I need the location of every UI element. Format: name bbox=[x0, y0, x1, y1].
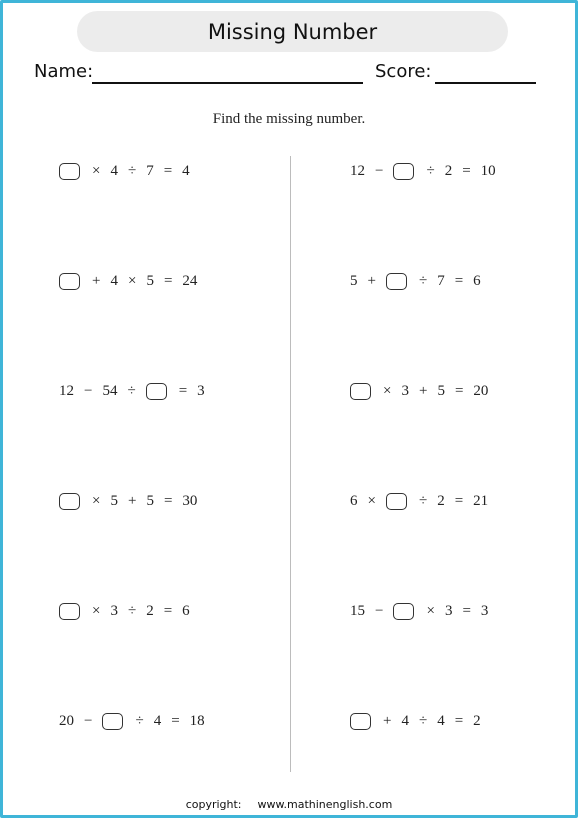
operator: × bbox=[92, 492, 101, 509]
problem-right-6 bbox=[350, 709, 491, 733]
problem-right-4 bbox=[350, 489, 498, 513]
website-link[interactable]: www.mathinenglish.com bbox=[257, 798, 393, 811]
number: 4 bbox=[110, 272, 118, 289]
number: 30 bbox=[182, 492, 198, 509]
operator: ÷ bbox=[127, 382, 136, 399]
number: 12 bbox=[350, 162, 365, 179]
number: 5 bbox=[110, 492, 118, 509]
operator: + bbox=[418, 382, 428, 399]
number: 5 bbox=[350, 272, 358, 289]
operator: + bbox=[383, 712, 392, 729]
answer-box[interactable] bbox=[146, 383, 167, 400]
answer-box[interactable] bbox=[59, 163, 80, 180]
problem-left-4 bbox=[59, 489, 207, 513]
number: 21 bbox=[473, 492, 489, 509]
problem-left-6 bbox=[59, 709, 215, 733]
operator: − bbox=[375, 602, 384, 619]
footer bbox=[0, 798, 578, 811]
operator: ÷ bbox=[418, 272, 428, 289]
operator: = bbox=[454, 382, 464, 399]
operator: × bbox=[426, 602, 435, 619]
score-field[interactable] bbox=[435, 82, 536, 84]
answer-box[interactable] bbox=[59, 603, 80, 620]
number: 6 bbox=[182, 602, 190, 619]
number: 15 bbox=[350, 602, 365, 619]
problem-right-2 bbox=[350, 269, 491, 293]
answer-box[interactable] bbox=[102, 713, 123, 730]
number: 3 bbox=[444, 602, 453, 619]
page-title: Missing Number bbox=[77, 11, 508, 52]
operator: = bbox=[171, 712, 180, 729]
copyright-label: copyright: bbox=[185, 798, 242, 811]
operator: ÷ bbox=[418, 492, 428, 509]
name-label: Name: bbox=[34, 61, 94, 82]
number: 3 bbox=[480, 602, 489, 619]
number: 7 bbox=[146, 162, 154, 179]
operator: ÷ bbox=[127, 162, 137, 179]
operator: + bbox=[92, 272, 101, 289]
number: 20 bbox=[473, 382, 489, 399]
problem-right-3 bbox=[350, 379, 498, 403]
column-divider bbox=[290, 156, 291, 772]
number: 6 bbox=[473, 272, 481, 289]
number: 2 bbox=[473, 712, 481, 729]
operator: = bbox=[454, 712, 464, 729]
operator: = bbox=[163, 272, 173, 289]
problem-left-5 bbox=[59, 599, 200, 623]
operator: × bbox=[383, 382, 392, 399]
operator: = bbox=[163, 162, 173, 179]
number: 2 bbox=[444, 162, 453, 179]
answer-box[interactable] bbox=[393, 603, 414, 620]
operator: − bbox=[84, 712, 93, 729]
operator: × bbox=[92, 602, 101, 619]
operator: − bbox=[375, 162, 384, 179]
operator: − bbox=[84, 382, 93, 399]
answer-box[interactable] bbox=[386, 493, 407, 510]
number: 5 bbox=[437, 382, 445, 399]
problem-right-5 bbox=[350, 599, 498, 623]
answer-box[interactable] bbox=[59, 493, 80, 510]
number: 2 bbox=[437, 492, 445, 509]
number: 3 bbox=[401, 382, 409, 399]
answer-box[interactable] bbox=[350, 713, 371, 730]
number: 4 bbox=[110, 162, 118, 179]
operator: = bbox=[454, 272, 464, 289]
name-field[interactable] bbox=[92, 82, 363, 84]
number: 24 bbox=[182, 272, 198, 289]
operator: = bbox=[163, 602, 173, 619]
number: 3 bbox=[110, 602, 118, 619]
operator: × bbox=[367, 492, 376, 509]
number: 4 bbox=[437, 712, 445, 729]
number: 2 bbox=[146, 602, 154, 619]
operator: = bbox=[454, 492, 464, 509]
operator: = bbox=[178, 382, 188, 399]
answer-box[interactable] bbox=[350, 383, 371, 400]
number: 4 bbox=[182, 162, 190, 179]
name-score-row bbox=[0, 60, 578, 86]
operator: × bbox=[127, 272, 137, 289]
number: 6 bbox=[350, 492, 358, 509]
number: 18 bbox=[189, 712, 205, 729]
instruction: Find the missing number. bbox=[212, 111, 366, 127]
operator: + bbox=[127, 492, 137, 509]
number: 5 bbox=[146, 272, 154, 289]
problem-left-2 bbox=[59, 269, 207, 293]
problem-left-3 bbox=[59, 379, 215, 403]
operator: ÷ bbox=[135, 712, 144, 729]
problem-left-1 bbox=[59, 159, 200, 183]
answer-box[interactable] bbox=[393, 163, 414, 180]
operator: ÷ bbox=[418, 712, 428, 729]
answer-box[interactable] bbox=[386, 273, 407, 290]
number: 5 bbox=[146, 492, 154, 509]
score-label: Score: bbox=[375, 61, 432, 82]
number: 10 bbox=[480, 162, 496, 179]
number: 4 bbox=[153, 712, 162, 729]
operator: ÷ bbox=[426, 162, 435, 179]
problem-right-1 bbox=[350, 159, 506, 183]
operator: + bbox=[367, 272, 376, 289]
number: 20 bbox=[59, 712, 74, 729]
operator: ÷ bbox=[127, 602, 137, 619]
operator: = bbox=[163, 492, 173, 509]
number: 7 bbox=[437, 272, 445, 289]
operator: = bbox=[462, 602, 471, 619]
number: 12 bbox=[59, 382, 74, 399]
operator: × bbox=[92, 162, 101, 179]
number: 54 bbox=[102, 382, 118, 399]
answer-box[interactable] bbox=[59, 273, 80, 290]
operator: = bbox=[462, 162, 471, 179]
number: 3 bbox=[197, 382, 205, 399]
number: 4 bbox=[401, 712, 409, 729]
